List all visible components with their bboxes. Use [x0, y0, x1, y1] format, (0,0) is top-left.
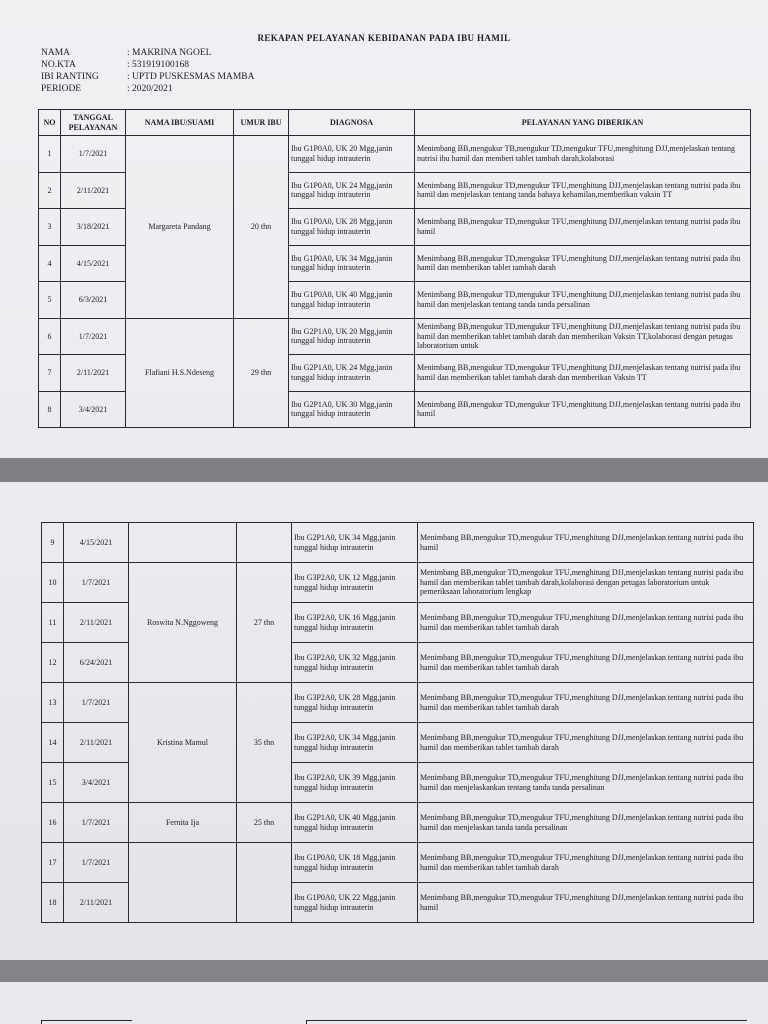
cell-diagnosa — [292, 803, 418, 843]
cell-tanggal-text: 3/18/2021 — [76, 222, 110, 231]
table-row — [42, 563, 754, 603]
header-umur: UMUR IBU — [234, 110, 289, 136]
cell-diagnosa — [292, 563, 418, 603]
table-header-row — [39, 110, 751, 136]
cell-nama — [129, 523, 237, 563]
cell-pelayanan-text: Menimbang BB,mengukur TD,mengukur TFU,menghitung DJJ,menjelaskan tentang nutrisi pada ibu hamil dan memberikan tablet tambah darah — [420, 733, 744, 752]
header-nama: NAMA IBU/SUAMI — [126, 110, 234, 136]
cell-diagnosa-text: Ibu G1P0A0, UK 20 Mgg,janin tunggal hidup intrauterin — [291, 144, 393, 163]
cell-nama — [126, 318, 234, 428]
cell-no-text: 7 — [47, 368, 52, 377]
cell-no-text: 8 — [47, 404, 52, 414]
cell-tanggal-text: 4/15/2021 — [79, 537, 113, 547]
cell-umur — [234, 318, 289, 428]
cell-no-text: 15 — [48, 777, 57, 787]
page-gap — [0, 458, 768, 482]
cell-umur — [234, 136, 289, 319]
cell-pelayanan — [418, 603, 754, 643]
info-row-no-kta — [41, 59, 255, 71]
table-edge — [306, 1020, 747, 1024]
cell-diagnosa — [289, 136, 415, 173]
cell-tanggal — [61, 136, 126, 173]
info-label: NO.KTA — [41, 60, 76, 70]
cell-no — [39, 355, 61, 392]
cell-no-text: 11 — [48, 617, 57, 627]
cell-nama-text: Fernita Ija — [165, 817, 200, 827]
cell-no-text: 3 — [47, 222, 52, 231]
cell-tanggal-text: 2/11/2021 — [79, 737, 113, 747]
cell-tanggal-text: 1/7/2021 — [78, 331, 108, 341]
cell-tanggal-text: 3/4/2021 — [78, 404, 108, 414]
header-tanggal: TANGGAL PELAYANAN — [61, 110, 126, 136]
cell-diagnosa — [289, 282, 415, 319]
cell-umur — [237, 523, 292, 563]
cell-umur — [237, 803, 292, 843]
cell-pelayanan-text: Menimbang BB,mengukur TD,mengukur TFU,menghitung DJJ,menjelaskan tentang nutrisi pada ibu hamil dan memberikan tablet tambah darah,kolaborasi dengan petugas laboratorium untuk pemeriksaan laboratorium lengkap — [420, 568, 744, 597]
cell-pelayanan-text: Menimbang BB,mengukur TD,mengukur TFU,menghitung DJJ,menjelaskan tentang nutrisi pada ibu hamil — [420, 533, 744, 552]
cell-pelayanan-text: Menimbang BB,mengukur TD,mengukur TFU,menghitung DJJ,menjelaskan tentang nutrisi pada ibu hamil dan memberikan tablet tambah darah — [420, 613, 744, 632]
table-row — [42, 803, 754, 843]
cell-tanggal — [64, 563, 129, 603]
cell-no-text: 12 — [48, 657, 57, 667]
cell-no — [39, 209, 61, 246]
cell-diagnosa-text: Ibu G1P0A0, UK 18 Mgg,janin tunggal hidup intrauterin — [294, 853, 396, 872]
cell-diagnosa — [289, 318, 415, 355]
cell-diagnosa-text: Ibu G2P1A0, UK 30 Mgg,janin tunggal hidup intrauterin — [291, 399, 393, 419]
cell-diagnosa — [292, 603, 418, 643]
cell-tanggal — [64, 603, 129, 643]
cell-diagnosa — [292, 683, 418, 723]
cell-diagnosa-text: Ibu G3P2A0, UK 16 Mgg,janin tunggal hidup intrauterin — [294, 613, 396, 632]
cell-pelayanan — [415, 318, 751, 355]
cell-tanggal-text: 2/11/2021 — [79, 897, 113, 907]
cell-umur-text: 20 thn — [250, 222, 272, 231]
cell-nama-text: Roswita N.Nggoweng — [146, 617, 219, 627]
cell-no — [39, 136, 61, 173]
cell-umur-text: 27 thn — [253, 617, 275, 627]
table-body — [39, 136, 751, 428]
cell-pelayanan-text: Menimbang BB,mengukur TB,mengukur TD,mengukur TFU,menghitung DJJ,menjelaskan tentang nutrisi ibu hamil dan memberi tablet tambah darah,kolaborasi — [417, 144, 735, 163]
cell-tanggal-text: 1/7/2021 — [78, 149, 108, 158]
cell-diagnosa-text: Ibu G1P0A0, UK 40 Mgg,janin tunggal hidup intrauterin — [291, 290, 393, 309]
cell-pelayanan — [418, 763, 754, 803]
info-value: : MAKRINA NGOEL — [127, 47, 211, 59]
cell-pelayanan-text: Menimbang BB,mengukur TD,mengukur TFU,menghitung DJJ,menjelaskan tentang nutrisi pada ibu hamil dan menjelaskan tentang tanda tanda persalinan — [417, 290, 741, 309]
table-row — [39, 318, 751, 355]
table-row — [39, 136, 751, 173]
table-row — [42, 683, 754, 723]
cell-tanggal — [61, 245, 126, 282]
cell-pelayanan-text: Menimbang BB,mengukur TD,mengukur TFU,menghitung DJJ,menjelaskan tentang nutrisi pada ibu hamil dan memberikan tablet tambah darah — [420, 853, 744, 872]
cell-pelayanan-text: Menimbang BB,mengukur TD,mengukur TFU,menghitung DJJ,menjelaskan tentang nutrisi pada ibu hamil dan menjelaskan tanda tanda persalinan — [420, 813, 744, 832]
cell-pelayanan-text: Menimbang BB,mengukur TD,mengukur TFU,menghitung DJJ,menjelaskan tentang nutrisi pada ibu hamil dan memberikan tablet tambah darah — [420, 693, 744, 712]
cell-tanggal-text: 4/15/2021 — [76, 258, 110, 268]
cell-diagnosa-text: Ibu G3P2A0, UK 39 Mgg,janin tunggal hidup intrauterin — [294, 773, 396, 792]
cell-diagnosa-text: Ibu G1P0A0, UK 28 Mgg,janin tunggal hidup intrauterin — [291, 217, 393, 236]
cell-diagnosa — [292, 763, 418, 803]
cell-no — [42, 523, 64, 563]
info-value: : 2020/2021 — [127, 83, 173, 95]
cell-diagnosa — [292, 843, 418, 883]
cell-pelayanan-text: Menimbang BB,mengukur TD,mengukur TFU,menghitung DJJ,menjelaskan tentang nutrisi pada ibu hamil dan memberikan tablet tambah darah dan memberikan Vaksin TT,kolaborasi dengan petugas laboratorium untuk — [417, 322, 741, 350]
cell-pelayanan-text: Menimbang BB,mengukur TD,mengukur TFU,menghitung DJJ,menjelaskan tentang nutrisi pada ibu hamil dan memberikan tablet tambah darah — [420, 653, 744, 672]
cell-pelayanan-text: Menimbang BB,mengukur TD,mengukur TFU,menghitung DJJ,menjelaskan tentang nutrisi pada ibu hamil — [417, 399, 741, 419]
cell-tanggal — [61, 318, 126, 355]
cell-tanggal-text: 6/3/2021 — [78, 295, 108, 304]
cell-no-text: 2 — [47, 185, 52, 195]
table-row — [42, 523, 754, 563]
cell-pelayanan-text: Menimbang BB,mengukur TD,mengukur TFU,menghitung DJJ,menjelaskan tentang nutrisi pada ibu hamil dan menjelaskankan tentang tanda tanda persalinan — [420, 773, 744, 792]
cell-tanggal — [64, 723, 129, 763]
cell-pelayanan-text: Menimbang BB,mengukur TD,mengukur TFU,menghitung DJJ,menjelaskan tentang nutrisi pada ibu hamil — [420, 893, 744, 912]
cell-diagnosa — [292, 643, 418, 683]
cell-no — [39, 391, 61, 428]
document-page-1 — [0, 0, 768, 458]
cell-no — [42, 643, 64, 683]
cell-pelayanan-text: Menimbang BB,mengukur TD,mengukur TFU,menghitung DJJ,menjelaskan tentang nutrisi pada ibu hamil dan memberikan tablet tambah darah — [417, 253, 741, 273]
cell-no — [42, 563, 64, 603]
cell-no-text: 4 — [47, 258, 52, 268]
cell-umur-text: 35 thn — [253, 737, 275, 747]
cell-umur — [237, 843, 292, 923]
table-body — [42, 523, 754, 923]
cell-no — [42, 723, 64, 763]
cell-tanggal-text: 2/11/2021 — [79, 617, 113, 627]
service-table-page-2 — [41, 522, 754, 923]
cell-nama — [129, 683, 237, 803]
cell-nama — [126, 136, 234, 319]
cell-umur-text: 29 thn — [250, 368, 272, 377]
info-row-nama — [41, 47, 255, 59]
cell-pelayanan — [415, 282, 751, 319]
info-row-ibi-ranting — [41, 71, 255, 83]
cell-diagnosa-text: Ibu G1P0A0, UK 24 Mgg,janin tunggal hidup intrauterin — [291, 180, 393, 200]
cell-diagnosa-text: Ibu G2P1A0, UK 24 Mgg,janin tunggal hidup intrauterin — [291, 363, 393, 382]
cell-nama-text: Margareta Pandang — [148, 222, 211, 231]
cell-no — [39, 245, 61, 282]
cell-tanggal — [64, 643, 129, 683]
info-label: IBI RANTING — [41, 72, 99, 82]
cell-diagnosa-text: Ibu G1P0A0, UK 22 Mgg,janin tunggal hidup intrauterin — [294, 893, 396, 912]
cell-pelayanan — [415, 245, 751, 282]
cell-tanggal — [61, 391, 126, 428]
cell-no-text: 18 — [48, 897, 57, 907]
cell-tanggal-text: 2/11/2021 — [76, 368, 110, 377]
cell-no-text: 5 — [47, 295, 52, 304]
cell-no-text: 1 — [47, 149, 52, 158]
cell-pelayanan — [415, 136, 751, 173]
cell-no — [42, 843, 64, 883]
header-diagnosa: DIAGNOSA — [289, 110, 415, 136]
cell-nama-text: Kristina Mamul — [157, 737, 208, 747]
cell-diagnosa-text: Ibu G2P1A0, UK 20 Mgg,janin tunggal hidup intrauterin — [291, 326, 393, 346]
cell-diagnosa — [289, 209, 415, 246]
cell-diagnosa — [289, 355, 415, 392]
cell-umur-text: 25 thn — [253, 817, 275, 827]
cell-pelayanan — [418, 843, 754, 883]
cell-tanggal — [64, 683, 129, 723]
cell-tanggal — [61, 209, 126, 246]
header-pelayanan: PELAYANAN YANG DIBERIKAN — [415, 110, 751, 136]
cell-pelayanan — [418, 563, 754, 603]
cell-pelayanan-text: Menimbang BB,mengukur TD,mengukur TFU,menghitung DJJ,menjelaskan tentang nutrisi pada ibu hamil dan memberikan tablet tambah darah dan memberikan Vaksin TT — [417, 363, 741, 382]
header-no: NO — [39, 110, 61, 136]
cell-no — [39, 172, 61, 209]
service-table-page-1 — [38, 109, 751, 428]
cell-diagnosa — [292, 723, 418, 763]
info-label: PERIODE — [41, 84, 82, 94]
cell-pelayanan-text: Menimbang BB,mengukur TD,mengukur TFU,menghitung DJJ,menjelaskan tentang nutrisi pada ibu hamil — [417, 217, 741, 236]
cell-tanggal-text: 1/7/2021 — [81, 697, 111, 707]
cell-tanggal-text: 3/4/2021 — [81, 777, 111, 787]
cell-pelayanan-text: Menimbang BB,mengukur TD,mengukur TFU,menghitung DJJ,menjelaskan tentang nutrisi pada ibu hamil dan menjelaskan tentang tanda bahaya kehamilan,memberikan vaksin TT — [417, 180, 741, 200]
cell-no-text: 6 — [47, 331, 52, 341]
identity-block — [41, 47, 255, 95]
cell-no — [39, 282, 61, 319]
cell-no — [42, 763, 64, 803]
document-title: REKAPAN PELAYANAN KEBIDANAN PADA IBU HAMIL — [257, 33, 511, 43]
cell-tanggal-text: 1/7/2021 — [81, 817, 111, 827]
cell-tanggal-text: 6/24/2021 — [79, 657, 113, 667]
cell-pelayanan — [415, 355, 751, 392]
cell-no — [42, 803, 64, 843]
cell-pelayanan — [415, 391, 751, 428]
document-page-2 — [0, 482, 768, 960]
cell-nama-text: Flafiani H.S.Ndeseng — [144, 368, 215, 377]
cell-no — [39, 318, 61, 355]
cell-nama — [129, 563, 237, 683]
cell-tanggal — [64, 843, 129, 883]
cell-no-text: 10 — [48, 577, 57, 587]
cell-pelayanan — [418, 803, 754, 843]
cell-tanggal — [64, 763, 129, 803]
cell-tanggal — [61, 172, 126, 209]
cell-diagnosa-text: Ibu G1P0A0, UK 34 Mgg,janin tunggal hidup intrauterin — [291, 253, 393, 273]
cell-no — [42, 883, 64, 923]
cell-pelayanan — [418, 643, 754, 683]
info-value: : 531919100168 — [127, 59, 189, 71]
cell-pelayanan — [418, 523, 754, 563]
cell-tanggal — [61, 282, 126, 319]
cell-tanggal-text: 1/7/2021 — [81, 577, 111, 587]
cell-diagnosa-text: Ibu G3P2A0, UK 12 Mgg,janin tunggal hidup intrauterin — [294, 573, 396, 592]
cell-diagnosa-text: Ibu G2P1A0, UK 34 Mgg,janin tunggal hidup intrauterin — [294, 533, 396, 552]
cell-pelayanan — [415, 209, 751, 246]
cell-pelayanan — [418, 683, 754, 723]
cell-diagnosa-text: Ibu G3P2A0, UK 28 Mgg,janin tunggal hidup intrauterin — [294, 693, 396, 712]
cell-diagnosa — [292, 883, 418, 923]
table-row — [42, 843, 754, 883]
document-page-3 — [0, 982, 768, 1024]
cell-umur — [237, 683, 292, 803]
cell-umur — [237, 563, 292, 683]
page-gap — [0, 960, 768, 982]
cell-pelayanan — [415, 172, 751, 209]
cell-no-text: 13 — [48, 697, 57, 707]
table-edge — [41, 1020, 132, 1024]
cell-diagnosa-text: Ibu G2P1A0, UK 40 Mgg,janin tunggal hidup intrauterin — [294, 813, 396, 832]
cell-no-text: 14 — [48, 737, 57, 747]
cell-tanggal — [61, 355, 126, 392]
cell-tanggal — [64, 883, 129, 923]
cell-no-text: 9 — [50, 537, 55, 547]
cell-tanggal-text: 2/11/2021 — [76, 185, 110, 195]
cell-no-text: 16 — [48, 817, 57, 827]
cell-diagnosa-text: Ibu G3P2A0, UK 34 Mgg,janin tunggal hidup intrauterin — [294, 733, 396, 752]
cell-pelayanan — [418, 883, 754, 923]
info-row-periode — [41, 83, 255, 95]
cell-no — [42, 683, 64, 723]
cell-diagnosa — [289, 391, 415, 428]
cell-tanggal — [64, 523, 129, 563]
info-label: NAMA — [41, 48, 71, 58]
cell-diagnosa — [292, 523, 418, 563]
cell-no — [42, 603, 64, 643]
cell-nama — [129, 803, 237, 843]
cell-diagnosa — [289, 245, 415, 282]
cell-tanggal-text: 1/7/2021 — [81, 857, 111, 867]
cell-no-text: 17 — [48, 857, 57, 867]
info-value: : UPTD PUSKESMAS MAMBA — [127, 71, 255, 83]
cell-tanggal — [64, 803, 129, 843]
cell-diagnosa — [289, 172, 415, 209]
cell-diagnosa-text: Ibu G3P2A0, UK 32 Mgg,janin tunggal hidup intrauterin — [294, 653, 396, 672]
cell-pelayanan — [418, 723, 754, 763]
cell-nama — [129, 843, 237, 923]
